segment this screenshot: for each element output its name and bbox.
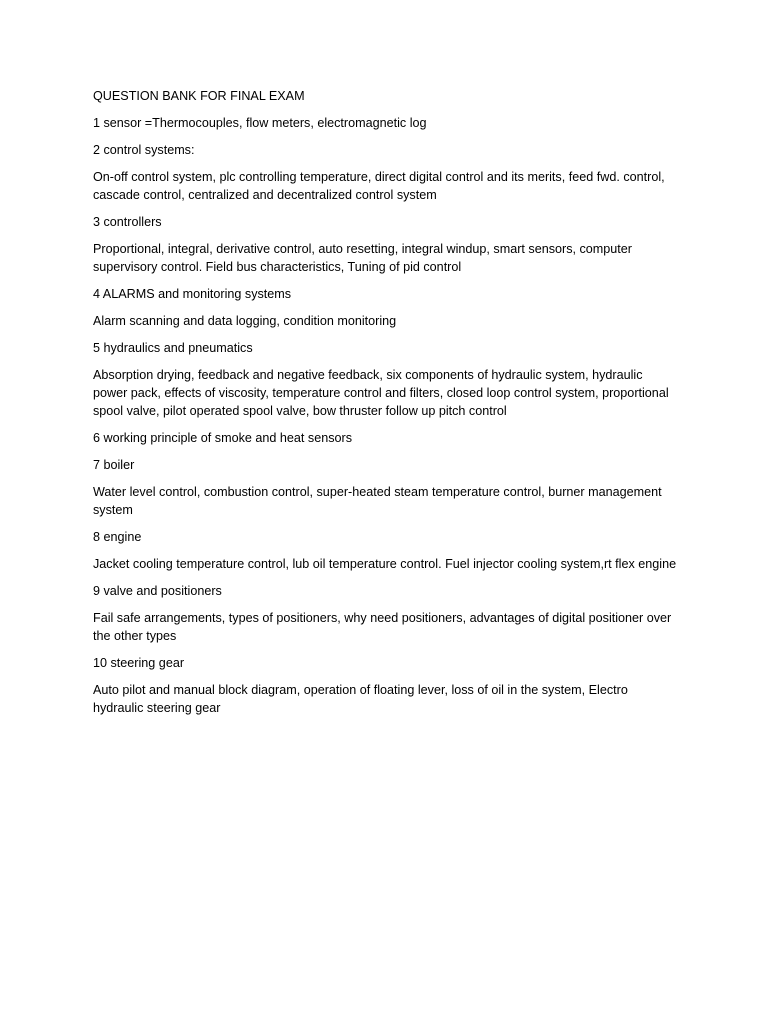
heading-engine: 8 engine	[93, 530, 142, 544]
heading-valve-positioners: 9 valve and positioners	[93, 584, 222, 598]
paragraph-steering-gear: Auto pilot and manual block diagram, operation of floating lever, loss of oil in the system, Electro hydraulic steering gear	[93, 683, 628, 715]
document-page	[93, 87, 678, 726]
heading-controllers: 3 controllers	[93, 215, 162, 229]
paragraph-hydraulics: Absorption drying, feedback and negative feedback, six components of hydraulic system, hydraulic power pack, effects of viscosity, temperature control and filters, closed loop control system, proportional spool valve, pilot operated spool valve, bow thruster follow up pitch control	[93, 368, 669, 418]
heading-alarms: 4 ALARMS and monitoring systems	[93, 287, 292, 301]
heading-hydraulics: 5 hydraulics and pneumatics	[93, 341, 253, 355]
paragraph-engine: Jacket cooling temperature control, lub oil temperature control. Fuel injector cooling system,rt flex engine	[93, 557, 677, 571]
paragraph-control-systems: On-off control system, plc controlling temperature, direct digital control and its merits, feed fwd. control, cascade control, centralized and decentralized control system	[93, 170, 665, 202]
paragraph-alarms: Alarm scanning and data logging, condition monitoring	[93, 314, 397, 328]
paragraph-valve-positioners: Fail safe arrangements, types of positioners, why need positioners, advantages of digital positioner over the other types	[93, 611, 672, 643]
heading-smoke-heat-sensors: 6 working principle of smoke and heat sensors	[93, 431, 353, 445]
heading-boiler: 7 boiler	[93, 458, 135, 472]
paragraph-boiler: Water level control, combustion control, super-heated steam temperature control, burner management system	[93, 485, 662, 517]
paragraph-sensor: 1 sensor =Thermocouples, flow meters, electromagnetic log	[93, 116, 427, 130]
heading-control-systems: 2 control systems:	[93, 143, 195, 157]
paragraph-controllers: Proportional, integral, derivative control, auto resetting, integral windup, smart sensors, computer supervisory control. Field bus characteristics, Tuning of pid control	[93, 242, 632, 274]
document-title: QUESTION BANK FOR FINAL EXAM	[93, 89, 305, 103]
heading-steering-gear: 10 steering gear	[93, 656, 185, 670]
